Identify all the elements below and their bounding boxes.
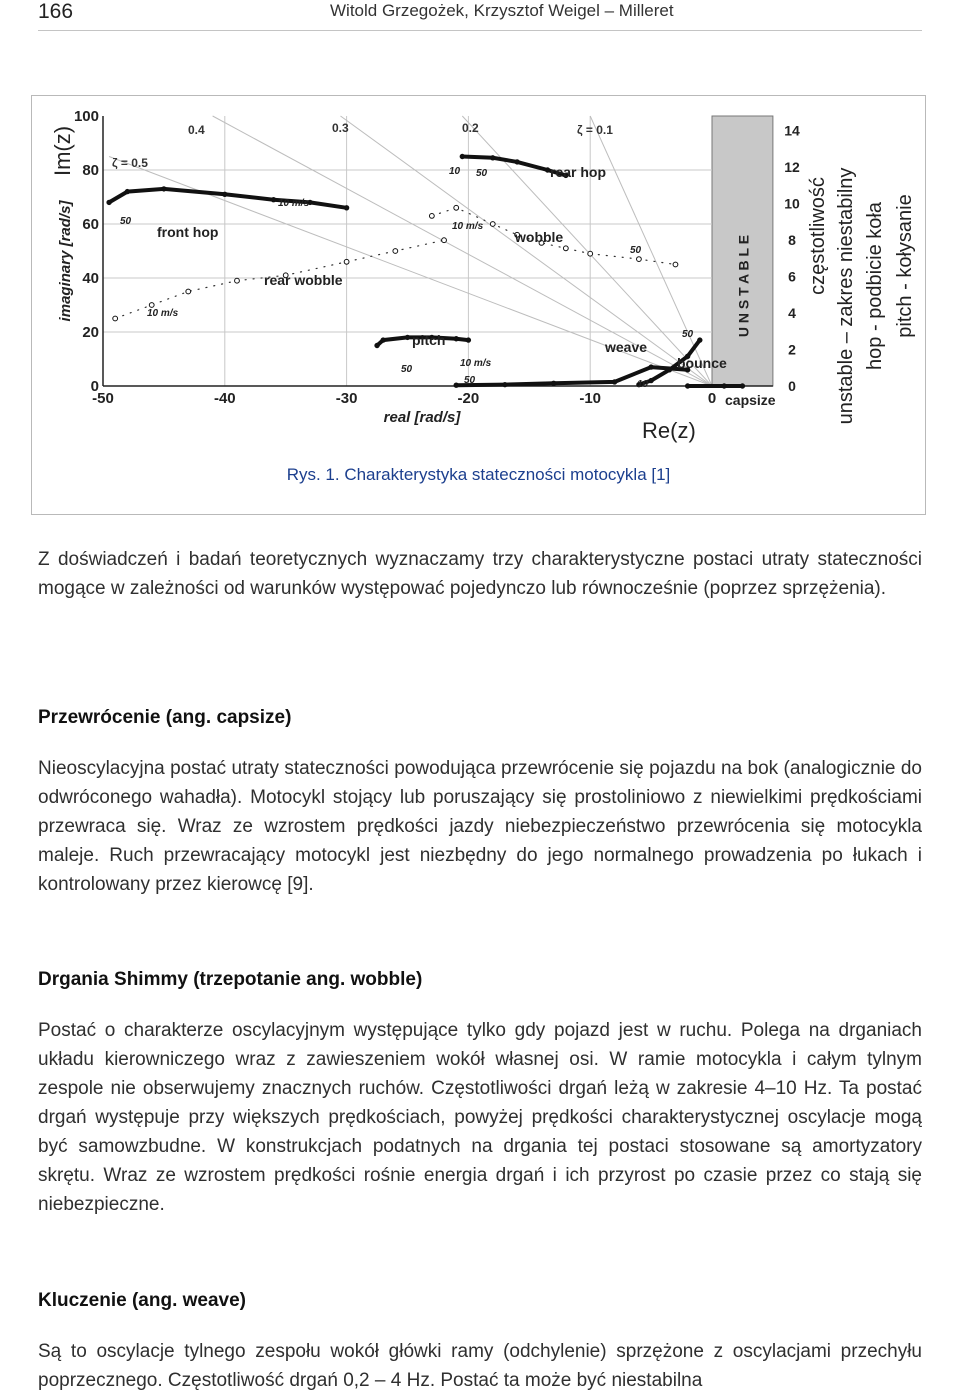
series-label-0: front hop: [157, 224, 219, 240]
x-tick-label: -10: [579, 390, 602, 407]
data-point: [125, 189, 129, 193]
right-note-3: pitch - kołysanie: [894, 194, 916, 338]
series-label-1: rear hop: [550, 164, 607, 180]
data-point: [490, 222, 495, 227]
section-text-wobble: Postać o charakterze oscylacyjnym występujące tylko gdy pojazd jest w ruchu. Polega na drganiach układu kierowniczego wraz z zawieszeniem wokół własnej osi. W ramie motocykla i całym tylnym zespole nie obserwujemy znacznych ruchów. Częstotliwości drgań leżą w zakresie 4–10 Hz. Ta postać drgań występuje przy większych prędkościach, powyżej prędkości charakterystycznej oscylacje mogą być samowzbudne. W konstrukcjach podatnych na drgania tej postaci stosowane są amortyzatory skrętu. Wraz ze wzrostem prędkości rośnie energia drgań i ich przyrost po czasie przez co stają się niebezpieczne.: [38, 1020, 922, 1215]
x-tick-label: -30: [335, 390, 358, 407]
data-point: [149, 303, 154, 308]
damping-label: ζ = 0.1: [577, 123, 613, 137]
freq-tick-label: 10: [784, 195, 800, 212]
data-point: [515, 160, 519, 164]
x-tick-label: -50: [92, 390, 114, 407]
right-note-2: hop - podbicie koła: [864, 202, 886, 370]
speed-label: 10: [637, 379, 649, 390]
data-point: [381, 338, 385, 342]
freq-tick-label: 0: [788, 378, 796, 394]
data-point: [442, 238, 447, 243]
data-point: [698, 338, 702, 342]
y-tick-label: 100: [73, 108, 99, 125]
damping-label: 0.3: [332, 121, 349, 135]
series-label-5: weave: [605, 339, 648, 355]
data-point: [673, 262, 678, 267]
damping-ray: [462, 116, 712, 386]
x-axis-label: real [rad/s]: [383, 409, 461, 426]
series-label-3: rear wobble: [264, 272, 343, 288]
damping-label: ζ = 0.5: [112, 156, 148, 170]
series-line-0: [109, 189, 347, 208]
data-point: [223, 192, 227, 196]
y-tick-label: 0: [90, 378, 99, 395]
freq-tick-label: 14: [784, 122, 800, 139]
data-point: [186, 289, 191, 294]
data-point: [405, 335, 409, 339]
data-point: [637, 257, 642, 262]
speed-label: 10 m/s: [452, 221, 484, 232]
intro-paragraph: Z doświadczeń i badań teoretycznych wyznaczamy trzy charakterystyczne postaci utraty stateczności mogące w zależności od warunków występować pojedynczo lub równocześnie (poprzez sprzężenia).: [38, 549, 922, 599]
data-point: [685, 384, 689, 388]
speed-label: 10 m/s: [278, 198, 310, 209]
damping-label: 0.2: [462, 121, 479, 135]
freq-tick-label: 2: [788, 341, 796, 358]
speed-label: 50: [120, 216, 132, 227]
section-text-capsize: Nieoscylacyjna postać utraty stateczności powodująca przewrócenie się pojazdu na bok (analogicznie do odwróconego wahadła). Motocykl stojący lub poruszający się prostoliniowo z niewielkimi prędkościami przewraca się. Wraz ze wzrostem prędkości jazdy niebezpieczeństwo przewrócenia się motocykla maleje. Ruch przewracający motocykl jest niezbędny do jego normalnego prowadzenia po łukach i kontrolowany przez kierowcę [9].: [38, 758, 922, 895]
speed-label: 50: [476, 168, 488, 179]
figure: [31, 95, 926, 515]
data-point: [503, 382, 507, 386]
damping-label: 0.4: [188, 123, 205, 137]
stability-chart: [32, 96, 925, 456]
data-point: [113, 316, 118, 321]
freq-tick-label: 6: [788, 268, 796, 285]
data-point: [454, 205, 459, 210]
data-point: [271, 198, 275, 202]
figure-caption: Rys. 1. Charakterystyka stateczności motocykla [1]: [286, 465, 671, 484]
x-tick-label: -20: [457, 390, 480, 407]
data-point: [454, 383, 458, 387]
section-heading-capsize: Przewrócenie (ang. capsize): [38, 707, 292, 728]
speed-label: 50: [682, 329, 694, 340]
data-point: [162, 187, 166, 191]
unstable-label: U N S T A B L E: [735, 234, 752, 338]
data-point: [429, 214, 434, 219]
y-axis-title: Im(z): [50, 125, 75, 177]
section-heading-wobble: Drgania Shimmy (trzepotanie ang. wobble): [38, 969, 423, 990]
data-point: [454, 337, 458, 341]
speed-label: 50: [464, 375, 476, 386]
data-point: [107, 200, 111, 204]
x-tick-label: -40: [213, 390, 236, 407]
section-heading-weave: Kluczenie (ang. weave): [38, 1290, 247, 1311]
section-text-weave: Są to oscylacje tylnego zespołu wokół główki ramy (odchylenie) sprzężone z oscylacjami przechyłu poprzecznego. Częstotliwość drgań 0,2 – 4 Hz. Postać ta może być niestabilna: [38, 1341, 922, 1391]
speed-label: 10 m/s: [460, 358, 492, 369]
data-point: [375, 343, 379, 347]
y-tick-label: 60: [82, 216, 99, 233]
series-label-2: wobble: [515, 229, 564, 245]
series-label-4: pitch: [412, 332, 446, 348]
speed-label: 10: [449, 166, 461, 177]
x-tick-label: 0: [707, 390, 717, 407]
page-number: 166: [38, 0, 74, 23]
speed-label: 50: [630, 245, 642, 256]
data-point: [563, 246, 568, 251]
data-point: [344, 206, 348, 210]
series-label-6: bounce: [677, 355, 727, 371]
data-point: [491, 156, 495, 160]
right-note-0: częstotliwość: [807, 177, 829, 295]
y-tick-label: 80: [82, 162, 99, 179]
data-point: [235, 278, 240, 283]
speed-label: 10 m/s: [147, 308, 179, 319]
freq-tick-label: 8: [788, 232, 796, 249]
data-point: [740, 384, 744, 388]
data-point: [460, 154, 464, 158]
data-point: [649, 365, 653, 369]
data-point: [588, 251, 593, 256]
freq-tick-label: 4: [788, 305, 796, 322]
running-title: Witold Grzegożek, Krzysztof Weigel – Milleret: [330, 1, 674, 20]
series-label-7: capsize: [725, 392, 776, 408]
data-point: [393, 249, 398, 254]
header-rule: [38, 30, 922, 31]
data-point: [649, 378, 653, 382]
right-note-1: unstable – zakres niestabilny: [835, 167, 857, 425]
data-point: [612, 380, 616, 384]
data-point: [551, 381, 555, 385]
speed-label: 50: [401, 364, 413, 375]
x-axis-title: Re(z): [642, 418, 696, 443]
data-point: [722, 384, 726, 388]
data-point: [466, 338, 470, 342]
y-axis-label: imaginary [rad/s]: [57, 200, 74, 322]
data-point: [344, 259, 349, 264]
freq-tick-label: 12: [784, 159, 800, 176]
y-tick-label: 40: [82, 270, 99, 287]
y-tick-label: 20: [82, 324, 99, 341]
